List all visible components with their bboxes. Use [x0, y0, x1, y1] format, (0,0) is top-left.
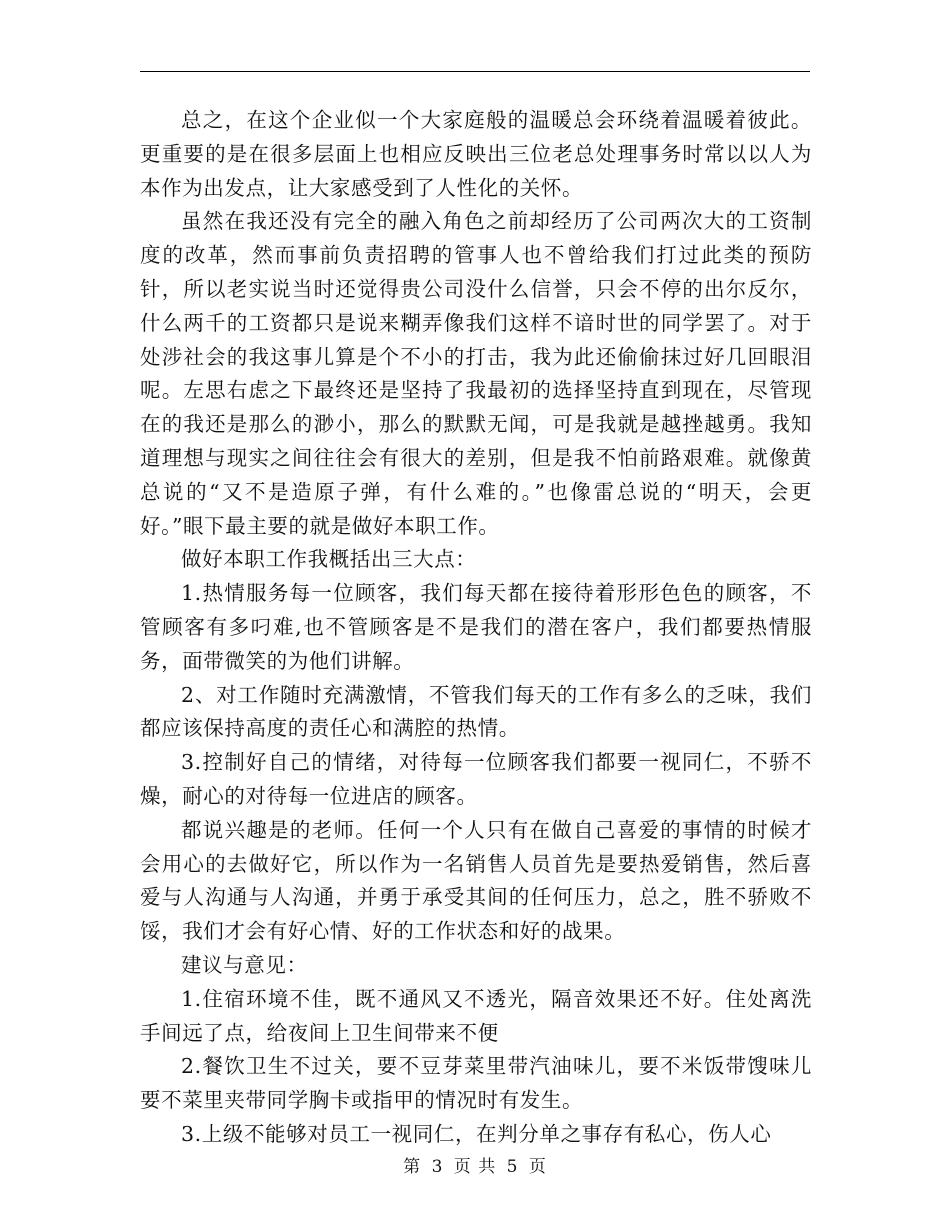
document-body — [140, 104, 812, 1152]
page-footer — [0, 1152, 950, 1177]
list-item: 3.上级不能够对员工一视同仁，在判分单之事存有私心，伤人心 — [181, 1121, 772, 1146]
footer-prefix: 第 — [403, 1157, 422, 1177]
paragraph: 做好本职工作我概括出三大点： — [181, 547, 477, 572]
footer-suffix: 页 — [528, 1157, 547, 1177]
list-item: 1.住宿环境不佳，既不通风又不透光，隔音效果还不好。住处离洗手间远了点，给夜间上卫生间带来不便 — [140, 986, 812, 1045]
paragraph: 虽然在我还没有完全的融入角色之前却经历了公司两次大的工资制度的改革，然而事前负责招聘的管事人也不曾给我们打过此类的预防针，所以老实说当时还觉得贵公司没什么信誉，只会不停的出尔反尔，什么两千的工资都只是说来糊弄像我们这样不谙时世的同学罢了。对于处涉社会的我这事儿算是个不小的打击，我为此还偷偷抹过好几回眼泪呢。左思右虑之下最终还是坚持了我最初的选择坚持直到现在，尽管现在的我还是那么的渺小，那么的默默无闻，可是我就是越挫越勇。我知道理想与现实之间往往会有很大的差别，但是我不怕前路艰难。就像黄总说的“又不是造原子弹，有什么难的。”也像雷总说的“明天，会更好。”眼下最主要的就是做好本职工作。 — [140, 209, 812, 538]
list-item: 2、对工作随时充满激情，不管我们每天的工作有多么的乏味，我们都应该保持高度的责任心和满腔的热情。 — [140, 682, 812, 741]
footer-middle: 页 共 — [453, 1157, 497, 1177]
paragraph: 都说兴趣是的老师。任何一个人只有在做自己喜爱的事情的时候才会用心的去做好它，所以作为一名销售人员首先是要热爱销售，然后喜爱与人沟通与人沟通，并勇于承受其间的任何压力，总之，胜不骄败不馁，我们才会有好心情、好的工作状态和好的战果。 — [140, 817, 812, 944]
paragraph: 总之，在这个企业似一个大家庭般的温暖总会环绕着温暖着彼此。更重要的是在很多层面上也相应反映出三位老总处理事务时常以以人为本作为出发点，让大家感受到了人性化的关怀。 — [140, 108, 812, 200]
section-heading: 建议与意见： — [181, 952, 308, 977]
header-rule — [140, 71, 810, 72]
list-item: 3.控制好自己的情绪，对待每一位顾客我们都要一视同仁，不骄不燥，耐心的对待每一位进店的顾客。 — [140, 750, 812, 808]
list-item: 2.餐饮卫生不过关，要不豆芽菜里带汽油味儿，要不米饭带馊味儿要不菜里夹带同学胸卡或指甲的情况时有发生。 — [140, 1054, 812, 1113]
current-page-number: 3 — [431, 1157, 444, 1177]
total-page-count: 5 — [506, 1157, 519, 1177]
list-item: 1.热情服务每一位顾客，我们每天都在接待着形形色色的顾客，不管顾客有多叼难,也不管顾客是不是我们的潜在客户，我们都要热情服务，面带微笑的为他们讲解。 — [140, 581, 812, 673]
